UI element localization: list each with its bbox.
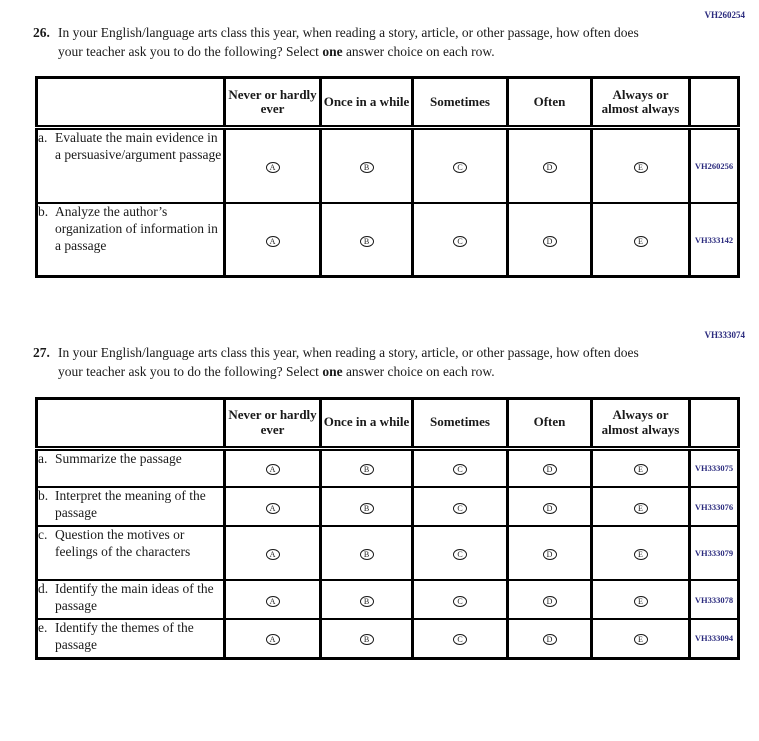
answer-bubble-d[interactable]: D xyxy=(543,549,557,560)
question-27-section xyxy=(33,331,746,659)
row-code: VH333094 xyxy=(690,619,739,658)
row-code: VH333076 xyxy=(690,487,739,526)
answer-bubble-c[interactable]: C xyxy=(453,503,467,514)
question-27 xyxy=(33,343,746,381)
answer-bubble-c[interactable]: C xyxy=(453,464,467,475)
answer-bubble-a[interactable]: A xyxy=(266,549,280,560)
question-26-answer-table xyxy=(35,76,740,278)
question-27-number: 27. xyxy=(33,345,50,361)
row-label xyxy=(37,580,225,619)
question-26-text-bold: one xyxy=(322,44,343,60)
answer-cell-e xyxy=(592,526,690,580)
question-26 xyxy=(33,23,746,61)
answer-cell-d xyxy=(508,580,592,619)
answer-bubble-a[interactable]: A xyxy=(266,162,280,173)
answer-cell-b xyxy=(321,526,413,580)
answer-bubble-e[interactable]: E xyxy=(634,464,648,475)
answer-bubble-c[interactable]: C xyxy=(453,236,467,247)
answer-cell-d xyxy=(508,619,592,658)
answer-bubble-b[interactable]: B xyxy=(360,634,374,645)
answer-bubble-d[interactable]: D xyxy=(543,634,557,645)
table-row-27c xyxy=(37,526,739,580)
row-code: VH260256 xyxy=(690,128,739,203)
answer-cell-a xyxy=(225,526,321,580)
answer-cell-c xyxy=(413,203,508,277)
row-letter: a. xyxy=(38,450,48,466)
row-label xyxy=(37,203,225,277)
answer-bubble-a[interactable]: A xyxy=(266,634,280,645)
answer-cell-b xyxy=(321,128,413,203)
row-label xyxy=(37,128,225,203)
answer-bubble-c[interactable]: C xyxy=(453,162,467,173)
column-header-sometimes: Sometimes xyxy=(413,78,508,128)
row-letter: a. xyxy=(38,130,48,146)
row-letter: c. xyxy=(38,527,48,543)
table-row-26b xyxy=(37,203,739,277)
row-label xyxy=(37,487,225,526)
answer-cell-a xyxy=(225,619,321,658)
answer-cell-e xyxy=(592,580,690,619)
answer-bubble-e[interactable]: E xyxy=(634,236,648,247)
answer-cell-b xyxy=(321,203,413,277)
table-row-27b xyxy=(37,487,739,526)
answer-bubble-b[interactable]: B xyxy=(360,503,374,514)
answer-cell-d xyxy=(508,128,592,203)
question-26-text-part1: In your English/language arts class this year, when reading a story, article, or other passage, how often does your teacher ask you to do the following? Select xyxy=(58,25,639,60)
answer-cell-a xyxy=(225,487,321,526)
table-row-26a xyxy=(37,128,739,203)
answer-bubble-d[interactable]: D xyxy=(543,236,557,247)
answer-bubble-c[interactable]: C xyxy=(453,549,467,560)
answer-cell-e xyxy=(592,128,690,203)
column-header-always: Always or almost always xyxy=(592,78,690,128)
row-label xyxy=(37,448,225,487)
answer-cell-c xyxy=(413,128,508,203)
answer-cell-c xyxy=(413,448,508,487)
answer-cell-d xyxy=(508,526,592,580)
column-header-once: Once in a while xyxy=(321,78,413,128)
row-label-text: Identify the themes of the passage xyxy=(55,620,194,652)
answer-bubble-a[interactable]: A xyxy=(266,596,280,607)
question-26-text-part2: answer choice on each row. xyxy=(342,44,495,60)
answer-bubble-a[interactable]: A xyxy=(266,236,280,247)
column-header-never: Never or hardly ever xyxy=(225,398,321,448)
answer-cell-b xyxy=(321,580,413,619)
answer-bubble-d[interactable]: D xyxy=(543,464,557,475)
answer-cell-d xyxy=(508,448,592,487)
row-code: VH333075 xyxy=(690,448,739,487)
row-letter: b. xyxy=(38,203,49,219)
table-row-27d xyxy=(37,580,739,619)
column-header-often: Often xyxy=(508,78,592,128)
answer-bubble-e[interactable]: E xyxy=(634,596,648,607)
column-header-sometimes: Sometimes xyxy=(413,398,508,448)
answer-cell-d xyxy=(508,487,592,526)
question-27-ref-code: VH333074 xyxy=(704,330,745,341)
column-header-once: Once in a while xyxy=(321,398,413,448)
row-code: VH333079 xyxy=(690,526,739,580)
answer-bubble-d[interactable]: D xyxy=(543,503,557,514)
question-26-section xyxy=(33,11,746,278)
row-label-header-empty xyxy=(37,78,225,128)
question-27-answer-table xyxy=(35,397,740,660)
answer-bubble-c[interactable]: C xyxy=(453,634,467,645)
row-label-text: Evaluate the main evidence in a persuasive/argument passage xyxy=(55,130,222,163)
answer-bubble-b[interactable]: B xyxy=(360,549,374,560)
row-code: VH333142 xyxy=(690,203,739,277)
code-column-header-empty xyxy=(690,398,739,448)
question-26-number: 26. xyxy=(33,25,50,40)
answer-cell-c xyxy=(413,580,508,619)
answer-bubble-e[interactable]: E xyxy=(634,503,648,514)
answer-cell-e xyxy=(592,619,690,658)
question-26-text xyxy=(58,23,656,61)
answer-bubble-e[interactable]: E xyxy=(634,549,648,560)
table-header-row xyxy=(37,398,739,448)
row-label-header-empty xyxy=(37,398,225,448)
answer-cell-b xyxy=(321,448,413,487)
answer-cell-a xyxy=(225,128,321,203)
answer-bubble-b[interactable]: B xyxy=(360,596,374,607)
answer-cell-b xyxy=(321,487,413,526)
answer-cell-c xyxy=(413,487,508,526)
answer-cell-d xyxy=(508,203,592,277)
column-header-always: Always or almost always xyxy=(592,398,690,448)
question-27-text xyxy=(58,343,656,381)
table-header-row xyxy=(37,78,739,128)
answer-cell-a xyxy=(225,203,321,277)
answer-bubble-c[interactable]: C xyxy=(453,596,467,607)
row-letter: d. xyxy=(38,581,49,597)
column-header-never: Never or hardly ever xyxy=(225,78,321,128)
answer-bubble-b[interactable]: B xyxy=(360,236,374,247)
row-label xyxy=(37,526,225,580)
column-header-often: Often xyxy=(508,398,592,448)
row-letter: b. xyxy=(38,488,49,504)
answer-cell-e xyxy=(592,203,690,277)
answer-cell-c xyxy=(413,526,508,580)
row-label xyxy=(37,619,225,658)
answer-bubble-e[interactable]: E xyxy=(634,634,648,645)
table-row-27e xyxy=(37,619,739,658)
answer-bubble-d[interactable]: D xyxy=(543,596,557,607)
answer-cell-e xyxy=(592,448,690,487)
answer-cell-a xyxy=(225,580,321,619)
row-label-text: Question the motives or feelings of the characters xyxy=(55,527,191,559)
row-letter: e. xyxy=(38,620,48,636)
question-26-ref-code: VH260254 xyxy=(704,10,745,20)
question-27-text-bold: one xyxy=(322,364,343,380)
answer-cell-b xyxy=(321,619,413,658)
answer-bubble-b[interactable]: B xyxy=(360,464,374,475)
answer-bubble-a[interactable]: A xyxy=(266,464,280,475)
answer-cell-a xyxy=(225,448,321,487)
answer-bubble-d[interactable]: D xyxy=(543,162,557,173)
row-label-text: Interpret the meaning of the passage xyxy=(55,488,206,520)
answer-cell-c xyxy=(413,619,508,658)
row-code: VH333078 xyxy=(690,580,739,619)
question-27-text-part2: answer choice on each row. xyxy=(342,364,495,380)
answer-bubble-e[interactable]: E xyxy=(634,162,648,173)
answer-bubble-a[interactable]: A xyxy=(266,503,280,514)
answer-bubble-b[interactable]: B xyxy=(360,162,374,173)
answer-cell-e xyxy=(592,487,690,526)
row-label-text: Summarize the passage xyxy=(55,450,182,466)
row-label-text: Identify the main ideas of the passage xyxy=(55,581,214,613)
table-row-27a xyxy=(37,448,739,487)
question-27-text-part1: In your English/language arts class this year, when reading a story, article, or other passage, how often does your teacher ask you to do the following? Select xyxy=(58,345,639,380)
row-label-text: Analyze the author’s organization of information in a passage xyxy=(55,203,218,253)
code-column-header-empty xyxy=(690,78,739,128)
